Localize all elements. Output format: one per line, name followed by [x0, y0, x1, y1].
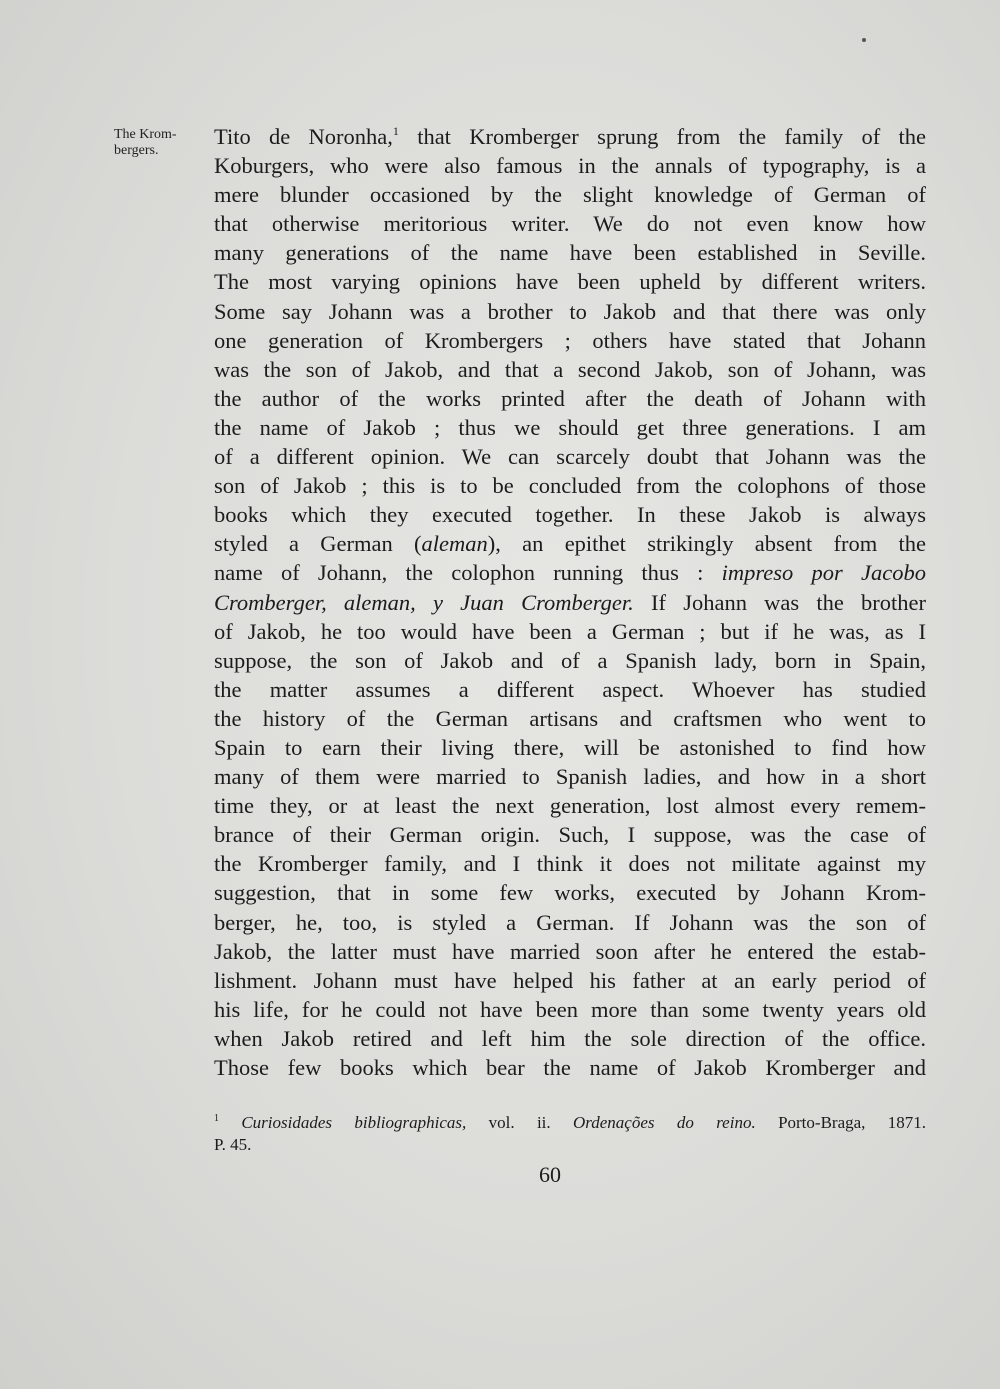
text-line — [214, 849, 926, 878]
text-segment: that otherwise meritorious writer. We do not even know how — [214, 211, 926, 237]
footnote-line — [214, 1112, 926, 1134]
text-line — [214, 878, 926, 907]
text-line — [214, 297, 926, 326]
text-segment: books which they executed together. In these Jakob is always — [214, 502, 926, 528]
text-line — [214, 588, 926, 617]
text-segment: Spain to earn their living there, will be astonished to find how — [214, 734, 926, 760]
footnote-italic: Ordenações do reino. — [573, 1113, 756, 1132]
text-line — [214, 238, 926, 267]
text-line — [214, 646, 926, 675]
footnote-ref: 1 — [392, 124, 399, 138]
text-segment: lishment. Johann must have helped his father at an early period of — [214, 967, 926, 993]
text-segment: Jakob, the latter must have married soon after he entered the estab- — [214, 938, 926, 964]
text-segment: one generation of Krombergers ; others have stated that Johann — [214, 327, 926, 353]
text-segment: the author of the works printed after the death of Johann with — [214, 385, 926, 411]
ink-speck — [862, 38, 866, 42]
text-line — [214, 675, 926, 704]
text-line — [214, 442, 926, 471]
text-line — [214, 820, 926, 849]
footnote-text: vol. ii. — [466, 1113, 573, 1132]
margin-note-line: bergers. — [114, 143, 159, 158]
text-segment: his life, for he could not have been more than some twenty years old — [214, 996, 926, 1022]
text-line — [214, 704, 926, 733]
text-line — [214, 937, 926, 966]
text-segment: suggestion, that in some few works, executed by Johann Krom- — [214, 880, 926, 906]
text-segment: styled a German ( — [214, 531, 422, 557]
text-line — [214, 326, 926, 355]
text-segment: Those few books which bear the name of Jakob Kromberger and — [214, 1055, 926, 1080]
text-segment: of a different opinion. We can scarcely doubt that Johann was the — [214, 444, 926, 470]
text-segment: Tito de Noronha, — [214, 124, 393, 149]
text-line — [214, 500, 926, 529]
body-text — [214, 122, 926, 1082]
text-segment: the name of Jakob ; thus we should get three generations. I am — [214, 414, 926, 440]
text-line — [214, 355, 926, 384]
text-line — [214, 471, 926, 500]
text-line — [214, 384, 926, 413]
text-line — [214, 791, 926, 820]
text-line — [214, 1024, 926, 1053]
margin-note — [114, 127, 206, 159]
italic-text: impreso por Jacobo — [721, 560, 926, 586]
margin-note-line: The Krom- — [114, 127, 177, 142]
footnote-marker: 1 — [214, 1113, 219, 1124]
text-line — [214, 122, 926, 151]
text-line — [214, 413, 926, 442]
text-segment: the history of the German artisans and craftsmen who went to — [214, 705, 926, 731]
text-segment: suppose, the son of Jakob and of a Spanish lady, born in Spain, — [214, 647, 926, 673]
text-segment: name of Johann, the colophon running thus : — [214, 560, 722, 586]
text-segment: the matter assumes a different aspect. Whoever has studied — [214, 676, 926, 702]
page-number: 60 — [539, 1162, 561, 1187]
text-line — [214, 762, 926, 791]
text-line — [214, 209, 926, 238]
text-segment: mere blunder occasioned by the slight knowledge of German of — [214, 182, 926, 208]
text-segment: berger, he, too, is styled a German. If Johann was the son of — [214, 909, 926, 935]
footnote-text: Porto-Braga, 1871. — [755, 1113, 926, 1132]
text-segment: many of them were married to Spanish ladies, and how in a short — [214, 764, 926, 790]
text-line — [214, 995, 926, 1024]
italic-text: aleman — [421, 531, 488, 557]
text-line — [214, 1053, 926, 1082]
text-segment: The most varying opinions have been upheld by different writers. — [214, 269, 926, 295]
text-segment: time they, or at least the next generation, lost almost every remem- — [214, 793, 926, 819]
text-line — [214, 151, 926, 180]
text-segment: when Jakob retired and left him the sole direction of the office. — [214, 1025, 926, 1051]
text-segment: the Kromberger family, and I think it does not militate against my — [214, 851, 926, 877]
text-segment: of Jakob, he too would have been a German ; but if he was, as I — [214, 618, 926, 644]
text-segment: Koburgers, who were also famous in the annals of typography, is a — [214, 153, 926, 179]
text-segment: Some say Johann was a brother to Jakob and that there was only — [214, 298, 926, 324]
text-line — [214, 733, 926, 762]
text-line — [214, 908, 926, 937]
footnote — [214, 1112, 926, 1156]
text-line — [214, 180, 926, 209]
text-segment: that Kromberger sprung from the family of the — [398, 124, 926, 149]
text-segment: son of Jakob ; this is to be concluded from the colophons of those — [214, 473, 926, 499]
footnote-line: P. 45. — [214, 1135, 252, 1154]
text-segment: many generations of the name have been established in Seville. — [214, 240, 926, 266]
text-segment: brance of their German origin. Such, I suppose, was the case of — [214, 822, 926, 848]
text-line — [214, 617, 926, 646]
text-segment: ), an epithet strikingly absent from the — [487, 531, 926, 557]
footnote-italic: Curiosidades bibliographicas, — [241, 1113, 467, 1132]
text-segment: If Johann was the brother — [633, 589, 926, 615]
text-line — [214, 558, 926, 587]
italic-text: Cromberger, aleman, y Juan Cromberger. — [214, 589, 634, 615]
text-line — [214, 267, 926, 296]
text-segment: was the son of Jakob, and that a second Jakob, son of Johann, was — [214, 356, 926, 382]
text-line — [214, 966, 926, 995]
text-line — [214, 529, 926, 558]
